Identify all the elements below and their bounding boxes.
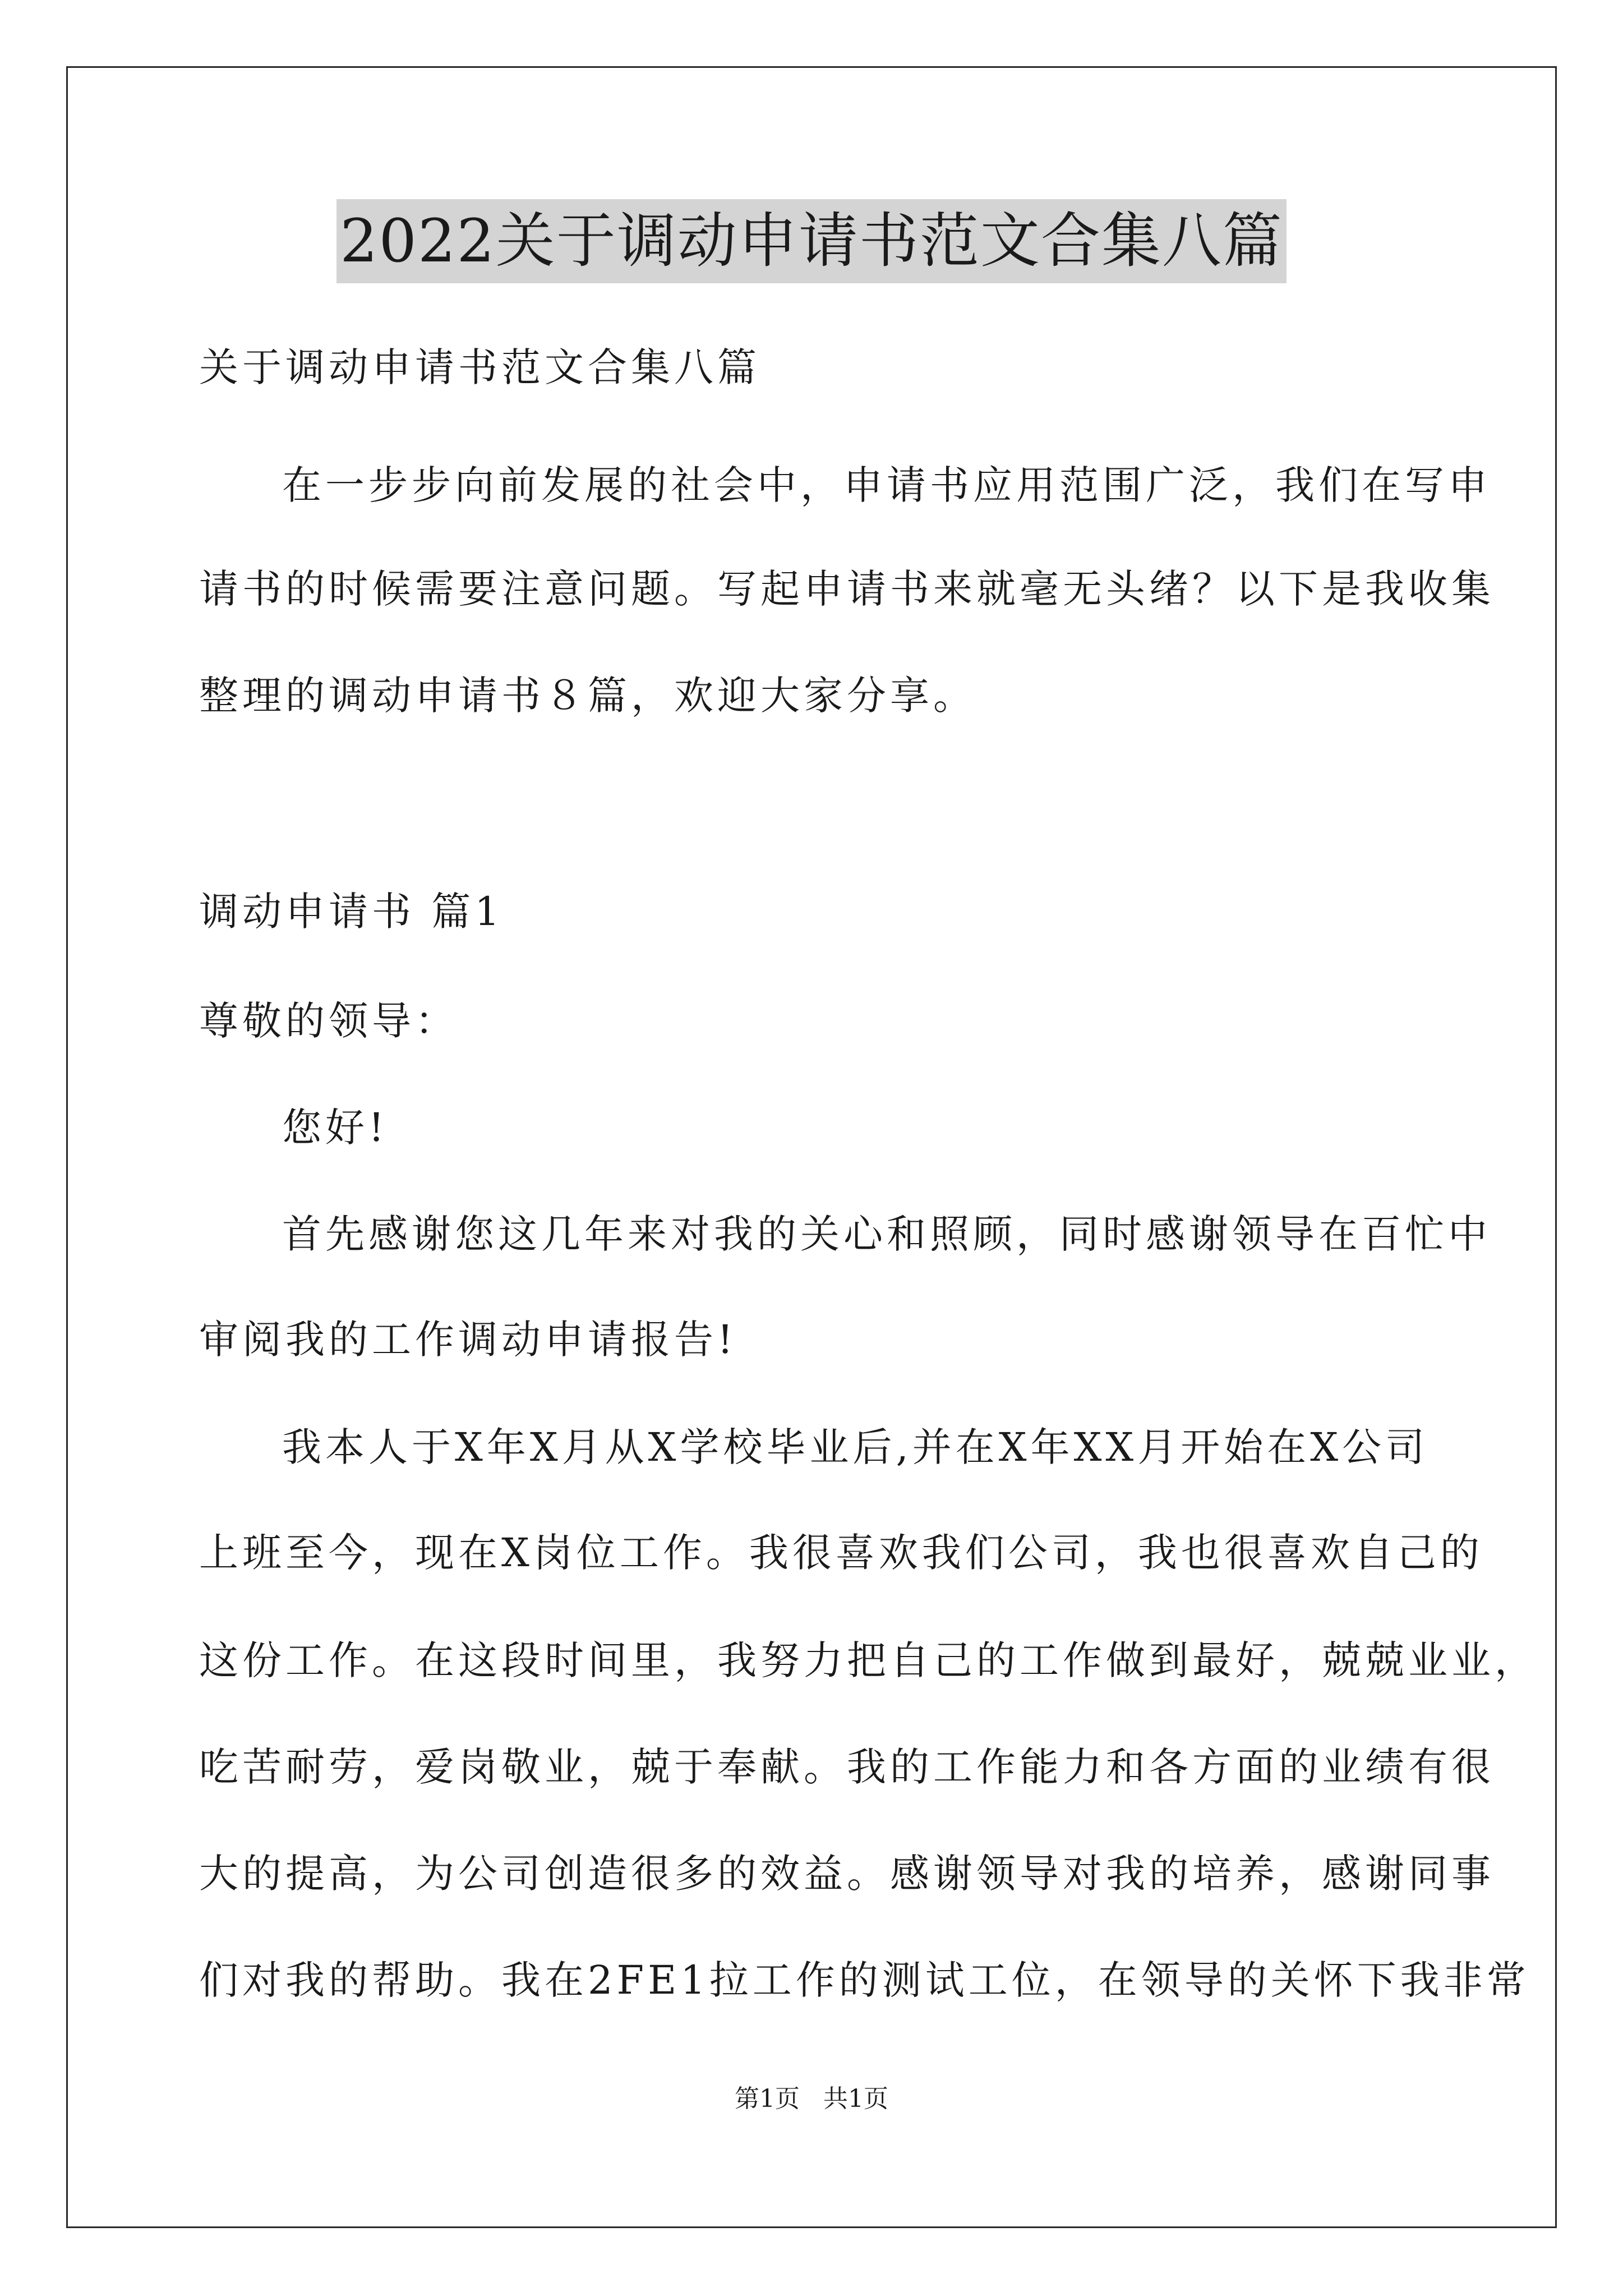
- intro-line-2: 请书的时候需要注意问题。写起申请书来就毫无头绪？以下是我收集: [199, 566, 1495, 612]
- subtitle: 关于调动申请书范文合集八篇: [199, 344, 760, 390]
- paragraph-line: 首先感谢您这几年来对我的关心和照顾，同时感谢领导在百忙中: [282, 1211, 1491, 1257]
- paragraph-line: 吃苦耐劳，爱岗敬业，兢于奉献。我的工作能力和各方面的业绩有很: [199, 1744, 1495, 1790]
- paragraph-line: 审阅我的工作调动申请报告!: [199, 1317, 737, 1363]
- intro-line-1: 在一步步向前发展的社会中，申请书应用范围广泛，我们在写申: [282, 462, 1491, 508]
- intro-line-3: 整理的调动申请书８篇，欢迎大家分享。: [199, 673, 976, 719]
- section-heading: 调动申请书 篇1: [199, 889, 504, 935]
- greeting: 您好!: [282, 1105, 389, 1151]
- document-title-text: 2022关于调动申请书范文合集八篇: [336, 199, 1287, 283]
- paragraph-line: 大的提高，为公司创造很多的效益。感谢领导对我的培养，感谢同事: [199, 1851, 1495, 1897]
- salutation: 尊敬的领导：: [199, 998, 458, 1044]
- document-title: [0, 199, 1623, 283]
- paragraph-line: 这份工作。在这段时间里，我努力把自己的工作做到最好，兢兢业业，: [199, 1637, 1538, 1683]
- paragraph-line: 我本人于X年X月从X学校毕业后,并在X年XX月开始在X公司: [282, 1424, 1429, 1470]
- paragraph-line: 们对我的帮助。我在2FE1拉工作的测试工位，在领导的关怀下我非常: [199, 1957, 1530, 2003]
- paragraph-line: 上班至今，现在X岗位工作。我很喜欢我们公司，我也很喜欢自己的: [199, 1530, 1483, 1576]
- page-number-footer: 第1页 共1页: [735, 2085, 888, 2113]
